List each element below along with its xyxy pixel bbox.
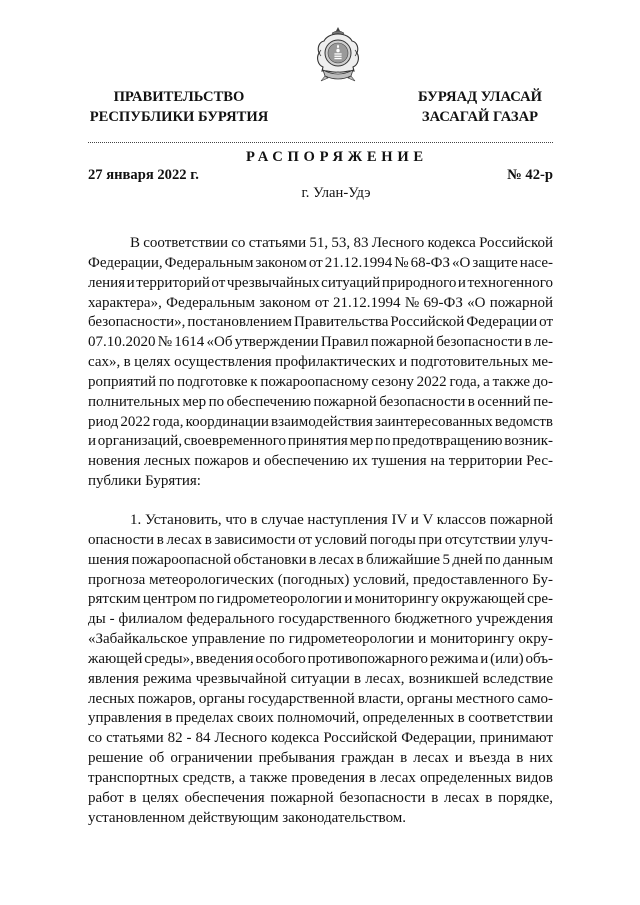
document-date: 27 января 2022 г. [88, 167, 199, 183]
body-text-line: прогноза метеорологических (погодных) условий, предоставленного Бу- [88, 571, 553, 588]
government-name-russian [69, 87, 289, 127]
body-text-line: ды - филиалом федерального государственного бюджетного учреждения [88, 611, 553, 628]
government-name-line-1: ПРАВИТЕЛЬСТВО [113, 89, 245, 105]
body-text-line: безопасности», постановлением Правительства Российской Федерации от [88, 314, 553, 331]
document-city: г. Улан-Удэ [301, 185, 371, 201]
body-text-line: Федерации, Федеральным законом от 21.12.1994 № 68-ФЗ «О защите насе- [88, 254, 553, 271]
body-text-line: «Забайкальское управление по гидрометеорологии и мониторингу окру- [88, 631, 553, 648]
paragraph-item-1 [88, 511, 553, 829]
government-name-buryat [370, 87, 590, 127]
body-text-line: 07.10.2020 № 1614 «Об утверждении Правил пожарной безопасности в ле- [88, 334, 553, 351]
body-text-line: транспортных средств, а также проведения в лесах определенных видов [88, 769, 553, 786]
document-type-title: РАСПОРЯЖЕНИЕ [246, 149, 428, 165]
header-divider [88, 142, 553, 143]
body-text-line: жающей среды», введения особого противопожарного режима и (или) объ- [88, 650, 553, 667]
body-text-line: явления режима чрезвычайной ситуации в лесах, возникшей вследствие [88, 670, 553, 687]
body-text-line: установленном действующим законодательством. [88, 809, 407, 826]
body-text-line: опасности в лесах в зависимости от условий погоды при отсутствии улуч- [88, 531, 553, 548]
body-text-line: риод 2022 года, координации взаимодействия заинтересованных ведомств [88, 413, 553, 430]
body-text-line: и организаций, своевременного принятия мер по предотвращению возник- [88, 433, 554, 450]
body-text-line: характера», Федеральным законом от 21.12.1994 № 69-ФЗ «О пожарной [88, 294, 553, 311]
government-name-buryat-line-2: ЗАСАГАЙ ГАЗАР [421, 109, 539, 125]
body-text-line: решение об ограничении пребывания граждан в лесах и въезда в них [88, 750, 553, 767]
government-name-line-2: РЕСПУБЛИКИ БУРЯТИЯ [89, 109, 269, 125]
body-text-line: шения пожароопасной обстановки в лесах в ближайшие 5 дней по данным [88, 551, 553, 568]
body-text-line: рятским центром по гидрометеорологии и мониторингу окружающей сре- [88, 591, 553, 608]
document-number: № 42-р [507, 167, 553, 183]
body-text-line: сах», в целях осуществления профилактических и подготовительных ме- [88, 354, 553, 371]
body-text-line: лесных пожаров, органы государственной власти, органы местного само- [88, 690, 553, 707]
body-text-line: публики Бурятия: [88, 473, 201, 490]
body-text-line: новения лесных пожаров и обеспечению их тушения на территории Рес- [88, 453, 553, 470]
body-text-line: 1. Установить, что в случае наступления IV и V классов пожарной [130, 512, 553, 528]
body-text-line: со статьями 82 - 84 Лесного кодекса Российской Федерации, принимают [88, 730, 553, 747]
paragraph-preamble [88, 234, 553, 492]
body-text-line: управления в пределах своих полномочий, определенных в соответствии [88, 710, 553, 727]
body-text-line: работ в целях обеспечения пожарной безопасности в лесах в порядке, [88, 789, 553, 806]
body-text-line: полнительных мер по обеспечению пожарной безопасности в осенний пе- [88, 393, 553, 410]
body-text-line: ления и территорий от чрезвычайных ситуаций природного и техногенного [88, 274, 553, 291]
body-text-line: роприятий по подготовке к пожароопасному сезону 2022 года, а также до- [88, 373, 553, 390]
body-text-line: В соответствии со статьями 51, 53, 83 Лесного кодекса Российской [130, 235, 553, 251]
government-name-buryat-line-1: БУРЯАД УЛАСАЙ [418, 89, 542, 105]
coat-of-arms-icon [315, 26, 361, 84]
